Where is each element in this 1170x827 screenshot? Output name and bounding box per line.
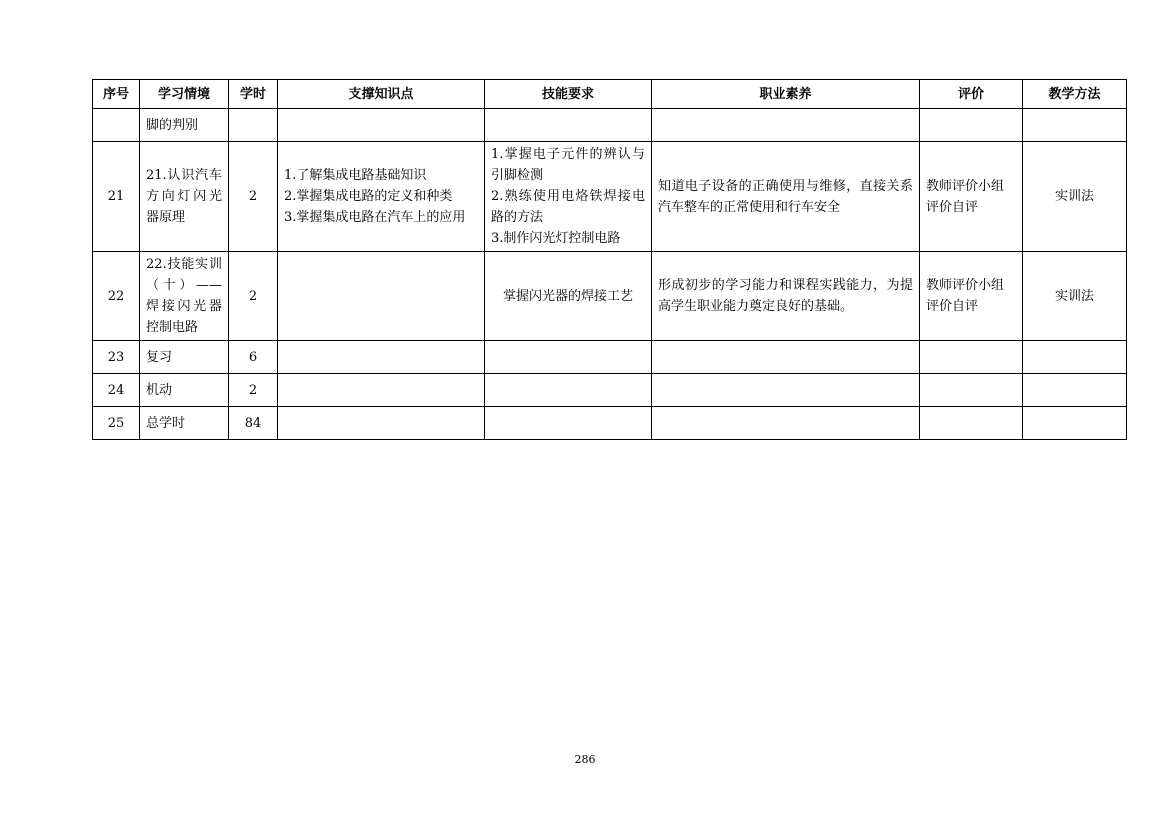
header-evaluation: 评价 [920, 80, 1023, 109]
cell-method: 实训法 [1023, 252, 1127, 341]
cell-quality: 知道电子设备的正确使用与维修，直接关系汽车整车的正常使用和行车安全 [652, 142, 920, 252]
cell-hours: 2 [229, 374, 278, 407]
cell-no: 21 [93, 142, 140, 252]
cell-hours [229, 109, 278, 142]
cell-quality: 形成初步的学习能力和课程实践能力，为提高学生职业能力奠定良好的基础。 [652, 252, 920, 341]
cell-skills [485, 374, 652, 407]
table-row [93, 341, 1127, 374]
cell-evaluation [920, 374, 1023, 407]
cell-situation: 总学时 [140, 407, 229, 440]
cell-method [1023, 374, 1127, 407]
cell-quality [652, 109, 920, 142]
cell-knowledge [278, 341, 485, 374]
cell-situation: 21.认识汽车方向灯闪光器原理 [140, 142, 229, 252]
cell-evaluation: 教师评价小组评价自评 [920, 142, 1023, 252]
header-no: 序号 [93, 80, 140, 109]
cell-method [1023, 407, 1127, 440]
header-knowledge: 支撑知识点 [278, 80, 485, 109]
cell-knowledge [278, 109, 485, 142]
cell-hours: 2 [229, 252, 278, 341]
cell-evaluation [920, 341, 1023, 374]
cell-quality [652, 407, 920, 440]
cell-method: 实训法 [1023, 142, 1127, 252]
cell-knowledge [278, 374, 485, 407]
header-hours: 学时 [229, 80, 278, 109]
cell-no: 22 [93, 252, 140, 341]
curriculum-table [92, 79, 1127, 440]
header-skills: 技能要求 [485, 80, 652, 109]
cell-skills: 1.掌握电子元件的辨认与引脚检测 2.熟练使用电烙铁焊接电路的方法 3.制作闪光灯控制电路 [485, 142, 652, 252]
cell-no [93, 109, 140, 142]
cell-evaluation [920, 109, 1023, 142]
cell-method [1023, 341, 1127, 374]
cell-knowledge: 1.了解集成电路基础知识 2.掌握集成电路的定义和种类 3.掌握集成电路在汽车上的应用 [278, 142, 485, 252]
cell-no: 25 [93, 407, 140, 440]
header-quality: 职业素养 [652, 80, 920, 109]
cell-skills [485, 109, 652, 142]
header-method: 教学方法 [1023, 80, 1127, 109]
cell-skills [485, 407, 652, 440]
cell-quality [652, 341, 920, 374]
cell-method [1023, 109, 1127, 142]
cell-situation: 22.技能实训（十）——焊接闪光器控制电路 [140, 252, 229, 341]
cell-no: 24 [93, 374, 140, 407]
header-situation: 学习情境 [140, 80, 229, 109]
cell-knowledge [278, 252, 485, 341]
table-row [93, 374, 1127, 407]
cell-situation: 脚的判别 [140, 109, 229, 142]
table-row [93, 252, 1127, 341]
table-row [93, 407, 1127, 440]
cell-hours: 6 [229, 341, 278, 374]
cell-situation: 机动 [140, 374, 229, 407]
cell-evaluation: 教师评价小组评价自评 [920, 252, 1023, 341]
cell-quality [652, 374, 920, 407]
cell-hours: 84 [229, 407, 278, 440]
cell-skills [485, 341, 652, 374]
cell-skills: 掌握闪光器的焊接工艺 [485, 252, 652, 341]
cell-situation: 复习 [140, 341, 229, 374]
cell-hours: 2 [229, 142, 278, 252]
page-number: 286 [574, 753, 596, 766]
table-row [93, 109, 1127, 142]
header-row [93, 80, 1127, 109]
cell-no: 23 [93, 341, 140, 374]
cell-knowledge [278, 407, 485, 440]
table-row [93, 142, 1127, 252]
cell-evaluation [920, 407, 1023, 440]
